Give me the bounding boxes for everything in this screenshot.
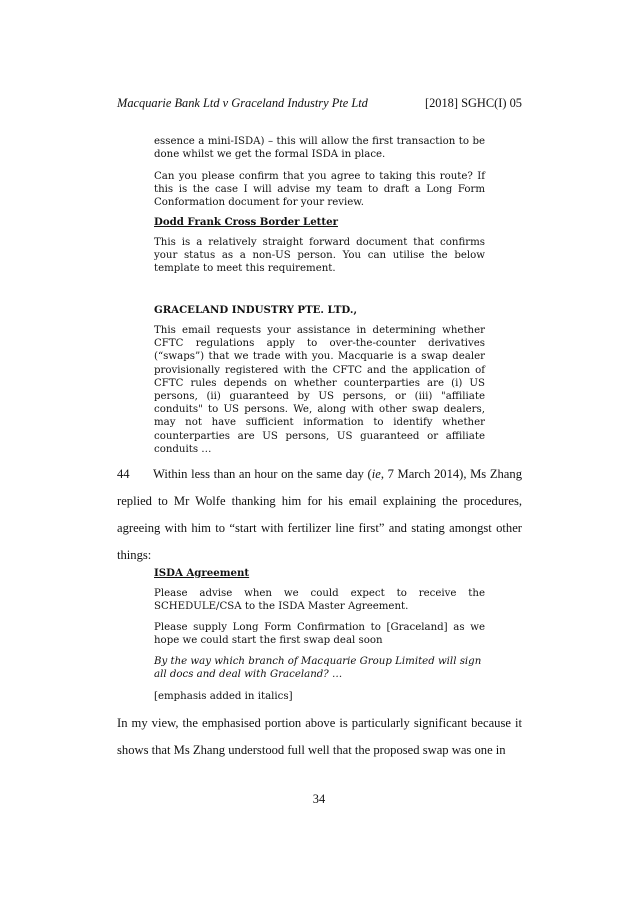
- paragraph-number: 44: [117, 467, 130, 481]
- quote-emphasised-paragraph: By the way which branch of Macquarie Group Limited will sign all docs and deal with Graceland? …: [154, 656, 482, 681]
- paragraph-44: [117, 461, 522, 569]
- quote-paragraph: Please supply Long Form Confirmation to [Graceland] as we hope we could start the first swap deal soon: [154, 622, 485, 647]
- header-citation: [2018] SGHC(I) 05: [424, 96, 522, 110]
- quote-editorial-note: [emphasis added in italics]: [154, 691, 293, 702]
- header-case-name: Macquarie Bank Ltd v Graceland Industry Pte Ltd: [117, 96, 368, 110]
- quote-paragraph: This is a relatively straight forward document that confirms your status as a non-US person. You can utilise the below template to meet this requirement.: [154, 237, 485, 275]
- paragraph-text-italic: ie: [371, 467, 381, 481]
- running-header: [117, 96, 522, 111]
- quote-paragraph: Can you please confirm that you agree to taking this route? If this is the case I will advise my team to draft a Long Form Conformation document for your review.: [154, 171, 485, 209]
- quote-company-name: GRACELAND INDUSTRY PTE. LTD.,: [154, 304, 357, 316]
- paragraph-text: Within less than an hour on the same day (: [153, 467, 372, 481]
- quote-heading: ISDA Agreement: [154, 567, 250, 579]
- page-number: 34: [312, 792, 326, 806]
- quote-heading: Dodd Frank Cross Border Letter: [154, 216, 338, 228]
- paragraph-view: In my view, the emphasised portion above is particularly significant because it shows that Ms Zhang understood full well that the proposed swap was one in: [117, 716, 522, 757]
- quote-paragraph: essence a mini-ISDA) – this will allow the first transaction to be done whilst we get the formal ISDA in place.: [154, 136, 485, 161]
- paragraph-text: , 7 March 2014), Ms Zhang replied to Mr Wolfe thanking him for his email explaining the procedures, agreeing with him to “start with fertilizer line first” and stating amongst other things:: [117, 467, 522, 562]
- quote-paragraph: Please advise when we could expect to receive the SCHEDULE/CSA to the ISDA Master Agreement.: [154, 588, 485, 613]
- quote-paragraph: This email requests your assistance in determining whether CFTC regulations apply to over-the-counter derivatives (“swaps”) that we trade with you. Macquarie is a swap dealer provisionally registered with the CFTC and the application of CFTC rules depends on whether counterparties are (i) US persons, (ii) guaranteed by US persons, or (iii) "affiliate conduits" to US persons. We, along with other swap dealers, may not have sufficient information to identify whether counterparties are US persons, US guaranteed or affiliate conduits …: [154, 325, 485, 455]
